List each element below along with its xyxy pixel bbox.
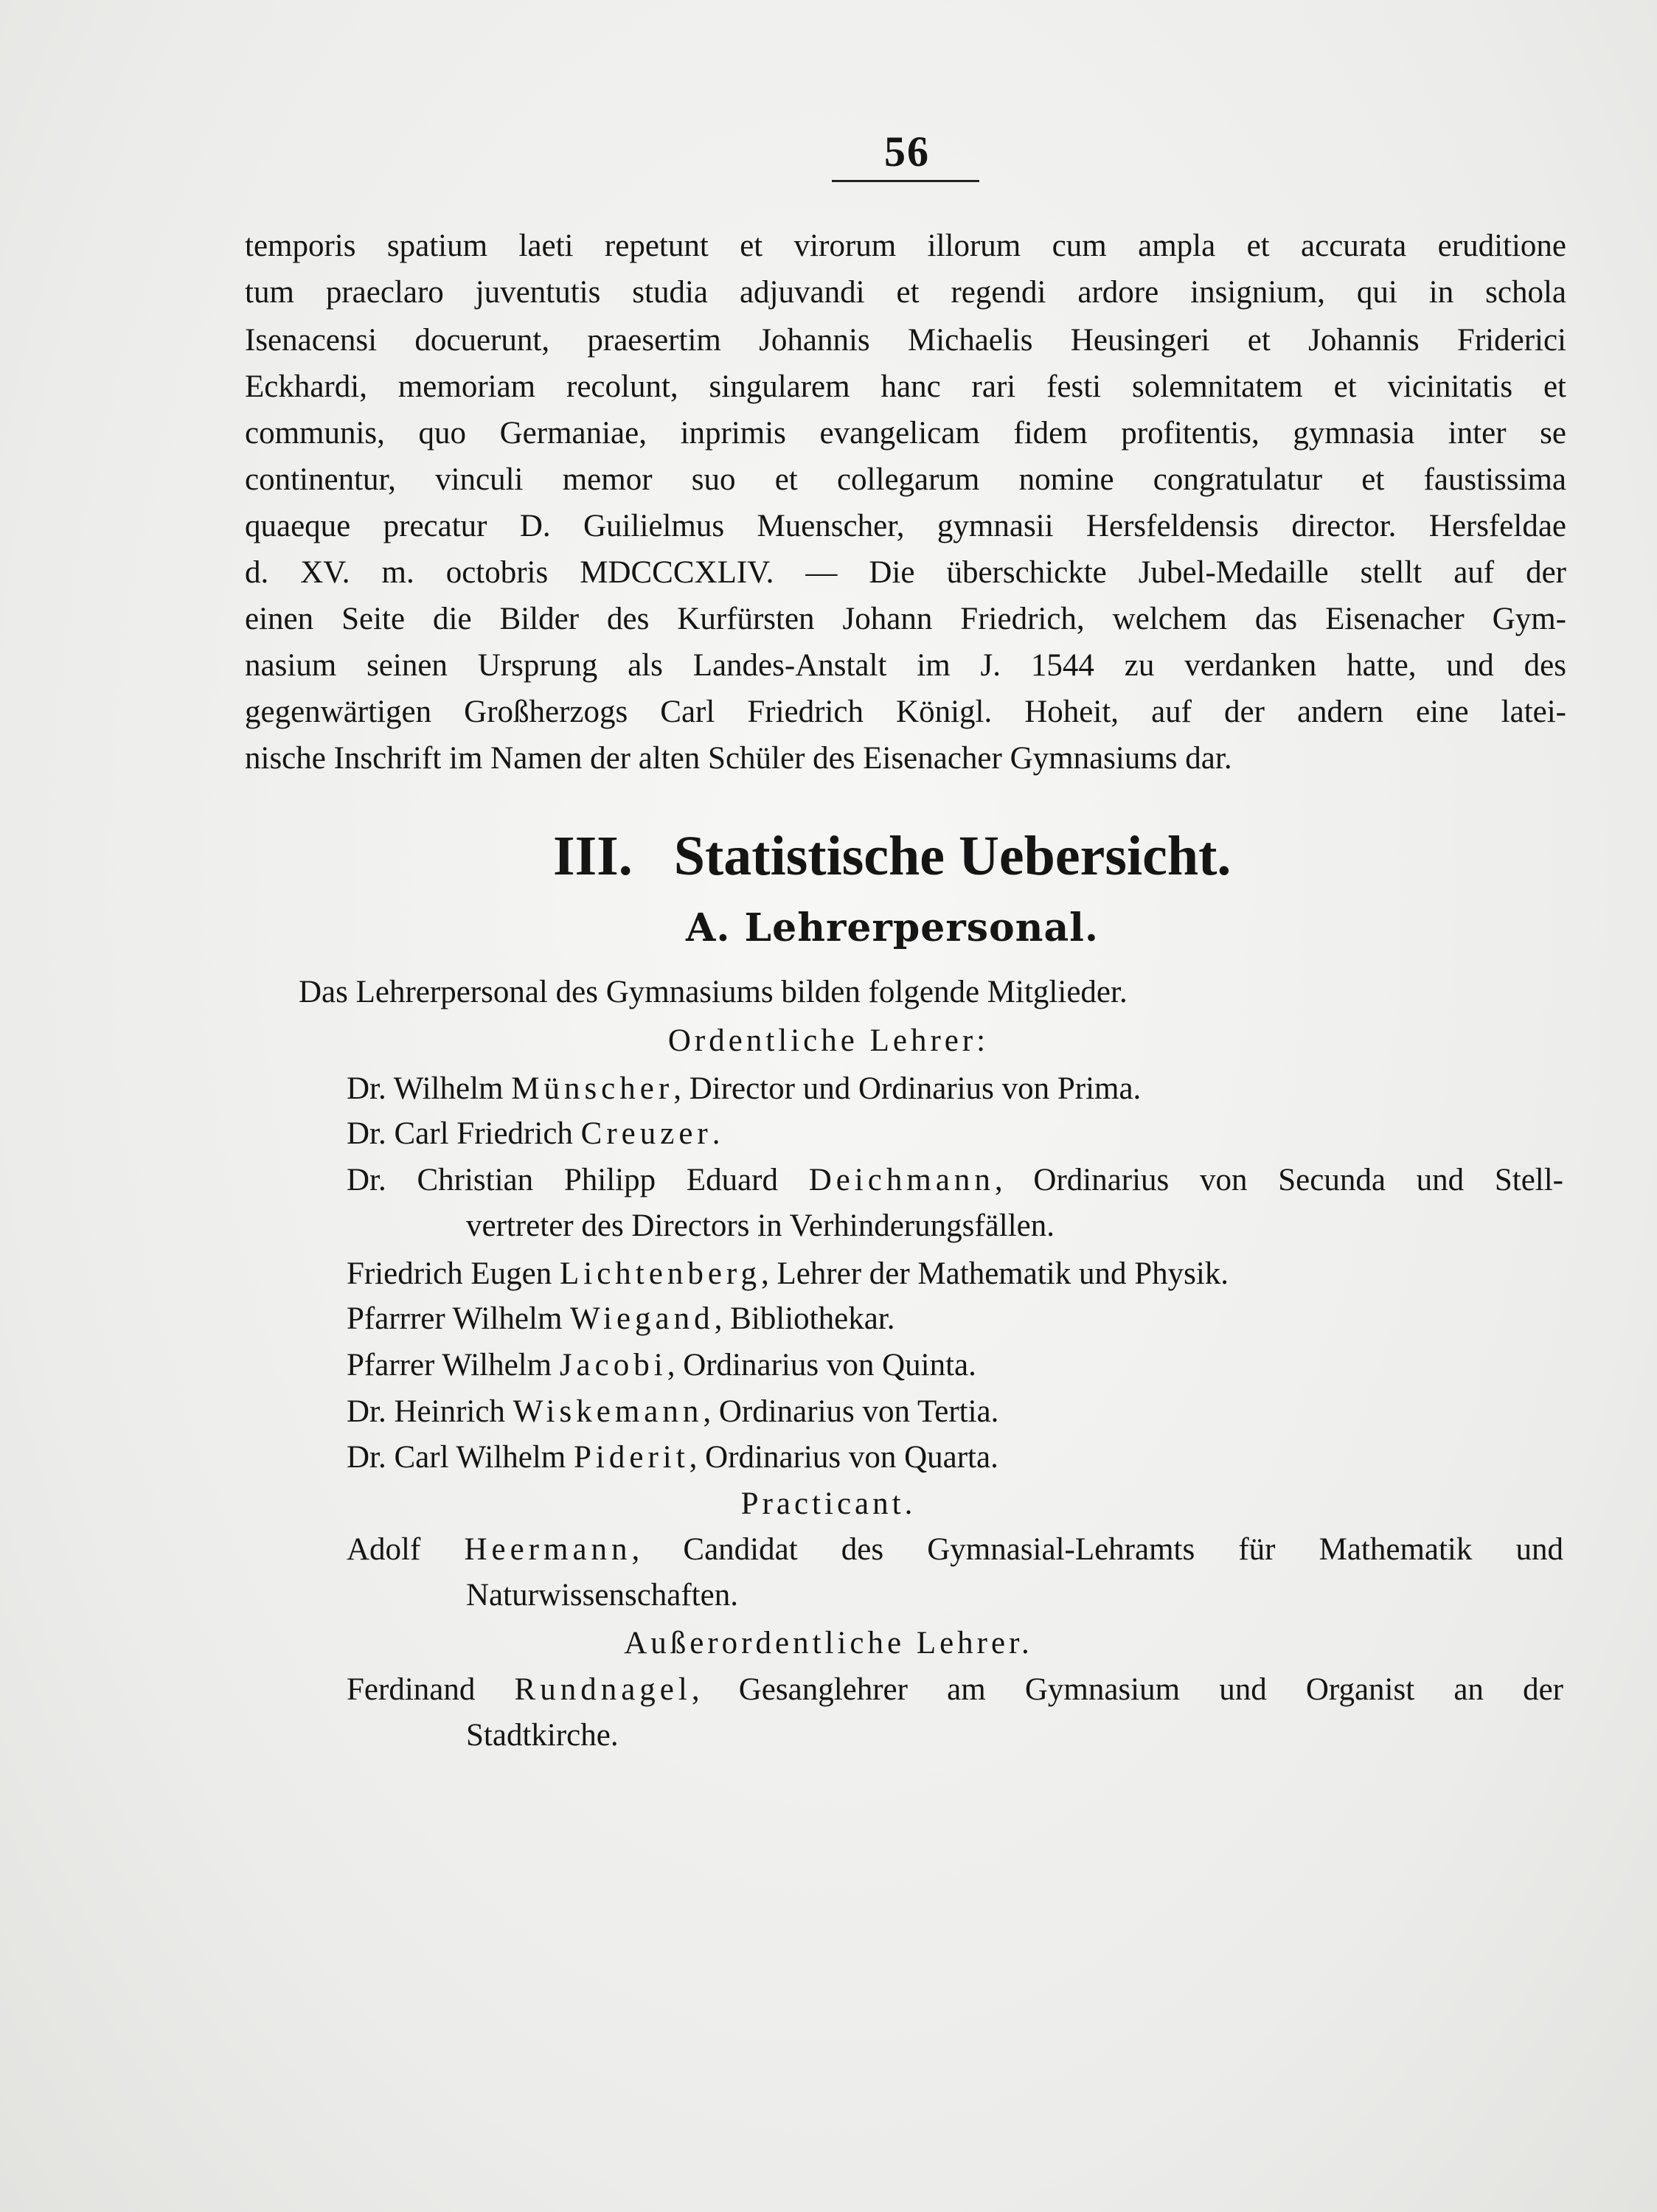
- teacher-entry: [347, 1073, 1141, 1105]
- entry-prefix: Pfarrer Wilhelm: [347, 1348, 560, 1382]
- teacher-name: Heermann: [464, 1532, 632, 1567]
- section-title: Statistische Uebersicht.: [673, 825, 1232, 887]
- entry-suffix: , Lehrer der Mathematik und Physik.: [760, 1256, 1229, 1291]
- teacher-name: Münscher: [511, 1071, 674, 1106]
- entry-prefix: Pfarrrer Wilhelm: [347, 1301, 571, 1336]
- entry-suffix: , Ordinarius von Secunda und Stell-: [994, 1163, 1563, 1197]
- paragraph-line: d. XV. m. octobris MDCCCXLIV. — Die überschickte Jubel-Medaille stellt auf der: [245, 555, 1566, 590]
- teacher-name: Lichtenberg: [559, 1256, 761, 1291]
- paragraph-line: continentur, vinculi memor suo et collegarum nomine congratulatur et faustissima: [245, 462, 1566, 497]
- teacher-entry: [347, 1441, 998, 1473]
- teacher-name: Piderit: [574, 1440, 689, 1475]
- entry-suffix: , Ordinarius von Quinta.: [667, 1348, 976, 1382]
- teacher-entry: [347, 1303, 894, 1335]
- intro-line: Das Lehrerpersonal des Gymnasiums bilden folgende Mitglieder.: [299, 975, 1128, 1009]
- teacher-name: Creuzer: [580, 1116, 712, 1151]
- paragraph-line: nische Inschrift im Namen der alten Schüler des Eisenacher Gymnasiums dar.: [245, 741, 1232, 776]
- paragraph-line: nasium seinen Ursprung als Landes-Anstalt im J. 1544 zu verdanken hatte, und des: [245, 648, 1566, 683]
- entry-prefix: Friedrich Eugen: [347, 1256, 560, 1291]
- teacher-entry: [347, 1164, 1563, 1196]
- teacher-name: Wiegand: [570, 1301, 715, 1336]
- section-numeral: III.: [553, 825, 633, 887]
- paragraph-line: Eckhardi, memoriam recolunt, singularem hanc rari festi solemnitatem et vicinitatis et: [245, 369, 1566, 404]
- practicant-entry-continuation: Naturwissenschaften.: [466, 1578, 738, 1613]
- teacher-name: Jacobi: [559, 1348, 667, 1382]
- entry-prefix: Dr. Wilhelm: [347, 1071, 512, 1106]
- teacher-entry: [347, 1674, 1563, 1705]
- teacher-entry: [347, 1258, 1229, 1290]
- entry-suffix: , Candidat des Gymnasial-Lehramts für Mathematik und: [631, 1532, 1563, 1567]
- entry-prefix: Dr. Carl Friedrich: [347, 1116, 581, 1151]
- teacher-entry: [347, 1396, 998, 1427]
- page-number: 56: [884, 128, 930, 175]
- entry-prefix: Dr. Christian Philipp Eduard: [347, 1163, 809, 1197]
- teacher-entry-continuation: Stadtkirche.: [466, 1718, 619, 1753]
- paragraph-line: communis, quo Germaniae, inprimis evangelicam fidem profitentis, gymnasia inter se: [245, 416, 1566, 451]
- paragraph-line: temporis spatium laeti repetunt et virorum illorum cum ampla et accurata eruditione: [245, 229, 1566, 263]
- teacher-entry-continuation: vertreter des Directors in Verhinderungsfällen.: [466, 1208, 1055, 1243]
- entry-suffix: , Ordinarius von Quarta.: [689, 1440, 998, 1475]
- entry-suffix: , Director und Ordinarius von Prima.: [673, 1071, 1142, 1106]
- heading-practicant: Practicant.: [740, 1486, 917, 1521]
- section-heading: [553, 824, 1239, 888]
- subsection-heading: A. Lehrerpersonal.: [686, 905, 1100, 950]
- entry-suffix: , Bibliothekar.: [714, 1301, 895, 1336]
- paragraph-line: quaeque precatur D. Guilielmus Muenscher, gymnasii Hersfeldensis director. Hersfeldae: [245, 509, 1566, 543]
- entry-prefix: Ferdinand: [347, 1672, 515, 1707]
- entry-suffix: .: [712, 1116, 720, 1151]
- paragraph-line: tum praeclaro juventutis studia adjuvandi et regendi ardore insignium, qui in schola: [245, 275, 1566, 310]
- paragraph-line: gegenwärtigen Großherzogs Carl Friedrich Königl. Hoheit, auf der andern eine latei-: [245, 695, 1566, 729]
- entry-suffix: , Gesanglehrer am Gymnasium und Organist an der: [691, 1672, 1563, 1707]
- entry-prefix: Dr. Carl Wilhelm: [347, 1440, 574, 1475]
- paragraph-line: einen Seite die Bilder des Kurfürsten Johann Friedrich, welchem das Eisenacher Gym-: [245, 602, 1566, 636]
- entry-prefix: Dr. Heinrich: [347, 1394, 513, 1429]
- page-number-rule: [832, 180, 979, 182]
- teacher-entry: [347, 1118, 720, 1150]
- entry-suffix: , Ordinarius von Tertia.: [703, 1394, 999, 1429]
- teacher-name: Deichmann: [808, 1163, 995, 1197]
- heading-ausserordentliche-lehrer: Außerordentliche Lehrer.: [624, 1626, 1033, 1660]
- heading-ordentliche-lehrer: Ordentliche Lehrer:: [667, 1023, 990, 1058]
- teacher-entry: [347, 1349, 976, 1381]
- teacher-name: Rundnagel: [514, 1672, 692, 1707]
- entry-prefix: Adolf: [347, 1532, 465, 1567]
- teacher-name: Wiskemann: [513, 1394, 704, 1429]
- paragraph-line: Isenacensi docuerunt, praesertim Johannis Michaelis Heusingeri et Johannis Friderici: [245, 323, 1566, 358]
- practicant-entry: [347, 1534, 1563, 1565]
